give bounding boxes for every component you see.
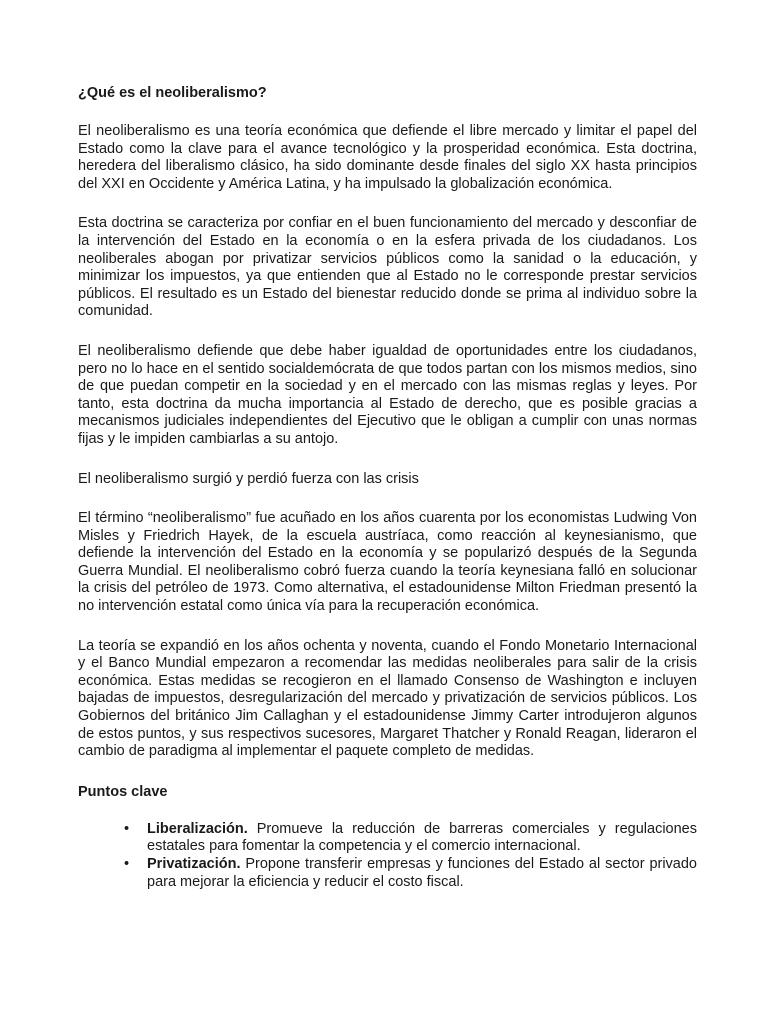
paragraph-characteristics: Esta doctrina se caracteriza por confiar en el buen funcionamiento del mercado y desconfiar de la intervención del Estado en la economía o en la esfera privada de los ciudadanos. Los neoliberales abogan por privatizar servicios públicos como la sanidad o la educación, y minimizar los impuestos, ya que entienden que al Estado no le corresponde prestar servicios públicos. El resultado es un Estado del bienestar reducido donde se prima al individuo sobre la comunidad. xyxy=(78,215,697,320)
bullet-icon: • xyxy=(124,820,130,837)
bullet-icon: • xyxy=(124,856,130,872)
key-point-text: Propone transferir empresas y funciones del Estado al sector privado para mejorar la eficiencia y reducir el costo fiscal. xyxy=(147,856,697,890)
document-title: ¿Qué es el neoliberalismo? xyxy=(78,85,267,101)
paragraph-definition: El neoliberalismo es una teoría económica que defiende el libre mercado y limitar el papel del Estado como la clave para el avance tecnológico y la prosperidad económica. Esta doctrina, heredera del liberalismo clásico, ha sido dominante desde finales del siglo XX hasta principios del XXI en Occidente y América Latina, y ha impulsado la globalización económica. xyxy=(78,123,697,192)
paragraph-equality: El neoliberalismo defiende que debe haber igualdad de oportunidades entre los ciudadanos, pero no lo hace en el sentido socialdemócrata de que todos partan con los mismos medios, sino de que puedan competir en la sociedad y en el mercado con las mismas reglas y leyes. Por tanto, esta doctrina da mucha importancia al Estado de derecho, que es posible gracias a mecanismos judiciales independientes del Ejecutivo que le obligan a cumplir con unas normas fijas y le impiden cambiarlas a su antojo. xyxy=(78,342,697,447)
key-points-list xyxy=(78,821,697,891)
paragraph-origin: El término “neoliberalismo” fue acuñado en los años cuarenta por los economistas Ludwing Von Misles y Friedrich Hayek, de la escuela austríaca, como reacción al keynesianismo, que defiende la intervención del Estado en la economía y se popularizó después de la Segunda Guerra Mundial. El neoliberalismo cobró fuerza cuando la teoría keynesiana falló en solucionar la crisis del petróleo de 1973. Como alternativa, el estadounidense Milton Friedman presentó la no intervención estatal como única vía para la recuperación económica. xyxy=(78,510,697,615)
key-points-title: Puntos clave xyxy=(78,783,168,800)
paragraph-expansion: La teoría se expandió en los años ochenta y noventa, cuando el Fondo Monetario Internacional y el Banco Mundial empezaron a recomendar las medidas neoliberales para salir de la crisis económica. Estas medidas se recogieron en el llamado Consenso de Washington e incluyen bajadas de impuestos, desregularización del mercado y privatización de servicios públicos. Los Gobiernos del británico Jim Callaghan y el estadounidense Jimmy Carter introdujeron algunos de estos puntos, y sus respectivos sucesores, Margaret Thatcher y Ronald Reagan, lideraron el cambio de paradigma al implementar el paquete completo de medidas. xyxy=(78,637,697,760)
list-item xyxy=(124,820,697,856)
key-point-term: Privatización. xyxy=(147,856,241,872)
list-item xyxy=(124,856,697,891)
key-point-term: Liberalización. xyxy=(147,820,248,837)
key-point-text: Promueve la reducción de barreras comerciales y regulaciones estatales para fomentar la competencia y el comercio internacional. xyxy=(147,820,697,855)
paragraph-section-heading: El neoliberalismo surgió y perdió fuerza con las crisis xyxy=(78,470,419,487)
